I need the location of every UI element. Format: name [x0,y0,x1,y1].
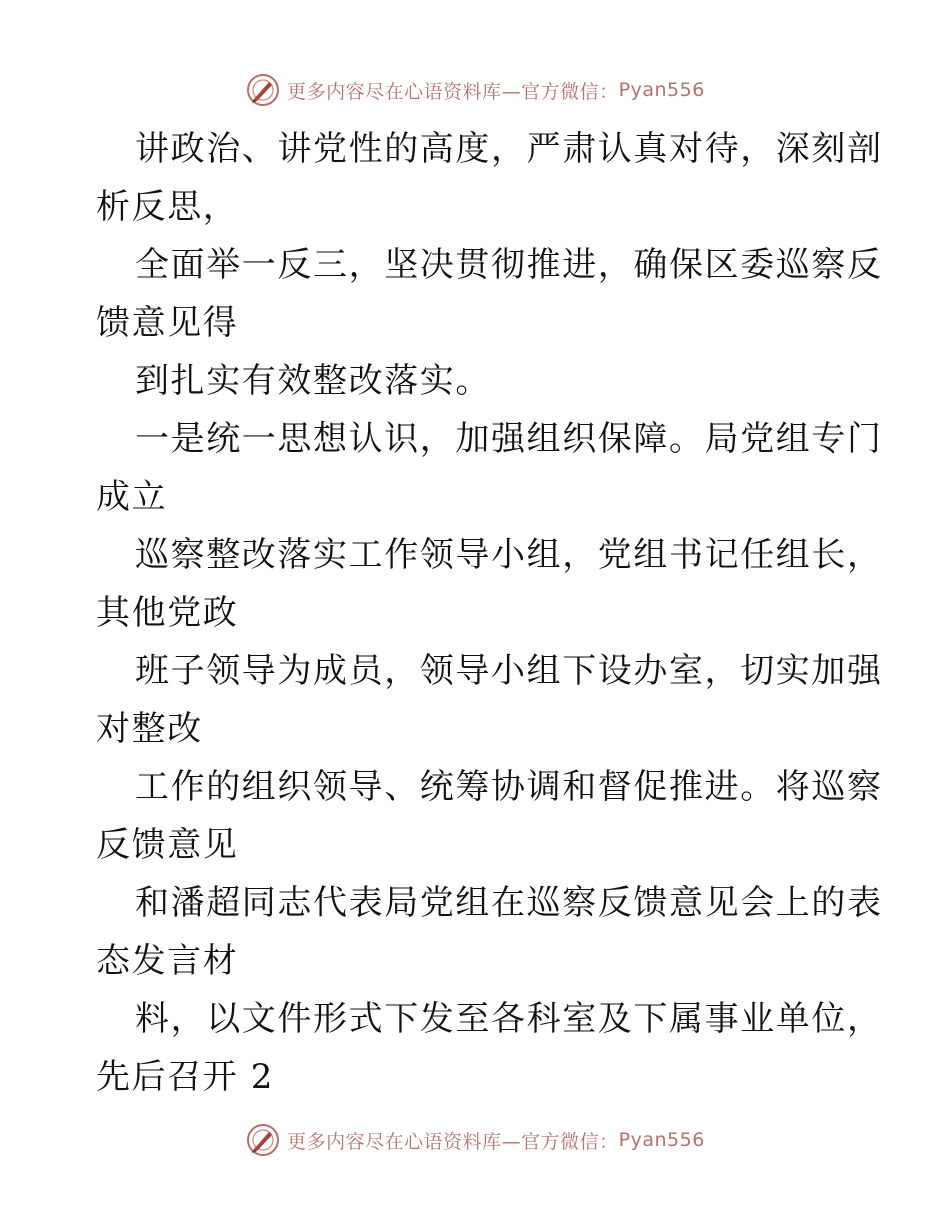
text-line: 工作的组织领导、统筹协调和督促推进。将巡察 [135,767,883,807]
watermark-text: 更多内容尽在心语资料库—官方微信： [287,1130,619,1153]
text-line: 一是统一思想认识，加强组织保障。局党组专门 [135,419,883,459]
footer-watermark [0,1120,950,1160]
text-line: 馈意见得 [96,303,239,343]
text-line: 析反思， [96,187,239,227]
text-line: 反馈意见 [96,825,239,865]
text-line: 讲政治、讲党性的高度，严肃认真对待，深刻剖 [135,129,883,169]
header-watermark [0,70,950,110]
pen-logo-icon [245,1122,281,1158]
text-line: 班子领导为成员，领导小组下设办室，切实加强 [135,651,883,691]
text-line: 成立 [96,477,168,517]
watermark-wechat-id: Pyan556 [618,79,705,101]
watermark-text: 更多内容尽在心语资料库—官方微信： [287,80,619,103]
text-line: 对整改 [96,709,203,749]
text-line: 到扎实有效整改落实。 [135,361,491,401]
text-line: 巡察整改落实工作领导小组，党组书记任组长， [135,535,883,575]
text-line: 态发言材 [96,941,239,981]
text-line: 先后召开 2 [96,1057,275,1097]
text-line: 其他党政 [96,593,239,633]
pen-logo-icon [245,72,281,108]
watermark-wechat-id: Pyan556 [618,1129,705,1151]
text-line: 全面举一反三，坚决贯彻推进，确保区委巡察反 [135,245,883,285]
text-line: 料，以文件形式下发至各科室及下属事业单位， [135,999,883,1039]
text-line: 和潘超同志代表局党组在巡察反馈意见会上的表 [135,883,883,923]
